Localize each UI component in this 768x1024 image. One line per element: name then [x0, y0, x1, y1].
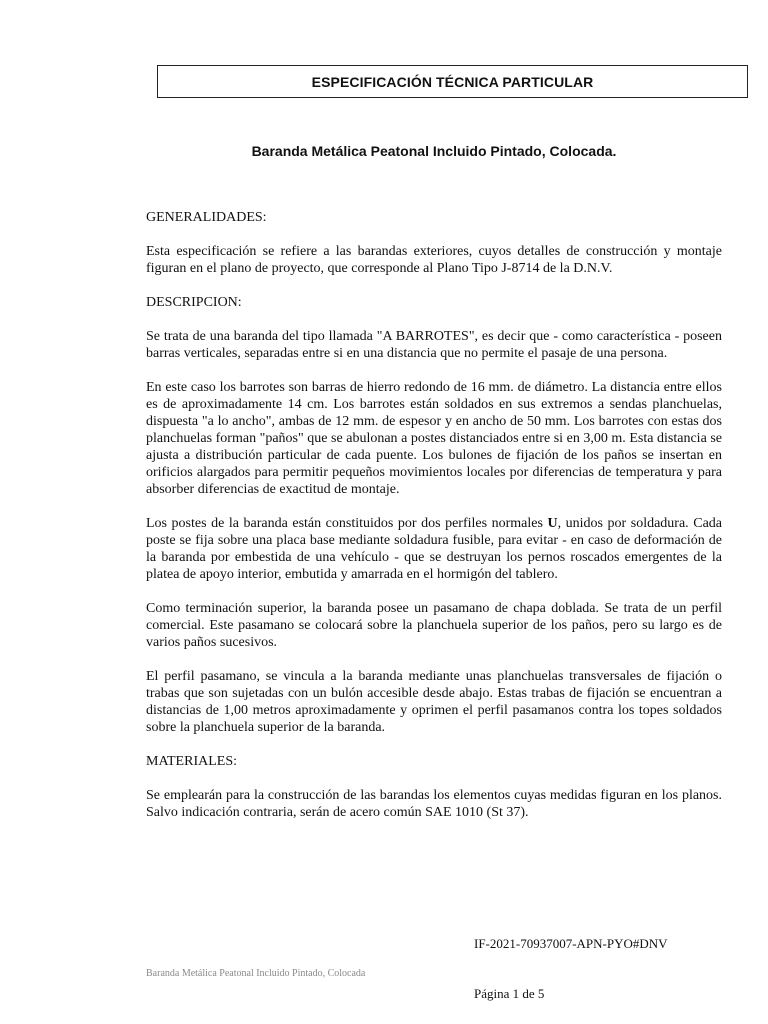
paragraph-descripcion-1: Se trata de una baranda del tipo llamada "A BARROTES", es decir que - como característica - poseen barras verticales, separadas entre si en una distancia que no permite el pasaje de una persona. — [146, 329, 722, 361]
footer-document-title: Baranda Metálica Peatonal Incluido Pintado, Colocada — [146, 968, 366, 979]
paragraph-descripcion-2: En este caso los barrotes son barras de hierro redondo de 16 mm. de diámetro. La distancia entre ellos es de aproximadamente 14 cm. Los barrotes están soldados en sus extremos a sendas planchuelas, dispuesta "a lo ancho", ambas de 12 mm. de espesor y en ancho de 50 mm. Los barrotes con estas dos planchuelas forman "paños" que se abulonan a postes distanciados entre si en 3,00 m. Esta distancia se ajusta a distribución particular de cada puente. Los bulones de fijación de los paños se insertan en orificios alargados para permitir pequeños movimientos locales por diferencias de temperatura y para absorber diferencias de exactitud de montaje. — [146, 380, 722, 497]
paragraph-descripcion-3-end: , unidos por soldadura. Cada poste se fija sobre una placa base mediante soldadura fusible, para evitar - en caso de deformación de la baranda por embestida de una vehículo - que se destruyan los pernos roscados emergentes de la platea de apoyo interior, embutida y amarrada en el hormigón del tablero. — [146, 516, 722, 582]
document-title: ESPECIFICACIÓN TÉCNICA PARTICULAR — [311, 73, 594, 90]
paragraph-descripcion-3 — [146, 515, 722, 583]
document-id: IF-2021-70937007-APN-PYO#DNV — [474, 936, 668, 951]
paragraph-descripcion-4: Como terminación superior, la baranda posee un pasamano de chapa doblada. Se trata de un perfil comercial. Este pasamano se colocará sobre la planchuela superior de los paños, pero su largo es de varios paños sucesivos. — [146, 601, 722, 650]
document-header-box — [157, 65, 748, 98]
paragraph-materiales: Se emplearán para la construcción de las barandas los elementos cuyas medidas figuran en los planos. Salvo indicación contraria, serán de acero común SAE 1010 (St 37). — [146, 788, 722, 820]
profile-u-letter: U — [547, 516, 558, 531]
paragraph-descripcion-5: El perfil pasamano, se vincula a la baranda mediante unas planchuelas transversales de fijación o trabas que son sujetadas con un bulón accesible desde abajo. Estas trabas de fijación se encuentran a distancias de 1,00 metros aproximadamente y oprimen el perfil pasamanos contra los topes soldados sobre la planchuela superior de la baranda. — [146, 669, 722, 735]
document-subtitle: Baranda Metálica Peatonal Incluido Pintado, Colocada. — [251, 143, 617, 159]
paragraph-descripcion-3-start: Los postes de la baranda están constituidos por dos perfiles normales — [146, 516, 548, 531]
paragraph-generalidades: Esta especificación se refiere a las barandas exteriores, cuyos detalles de construcción y montaje figuran en el plano de proyecto, que corresponde al Plano Tipo J-8714 de la D.N.V. — [146, 244, 722, 276]
section-heading-descripcion: DESCRIPCION: — [146, 295, 242, 310]
section-heading-generalidades: GENERALIDADES: — [146, 210, 267, 225]
document-body — [146, 209, 722, 838]
section-heading-materiales: MATERIALES: — [146, 754, 237, 769]
page-number: Página 1 de 5 — [474, 986, 545, 1001]
